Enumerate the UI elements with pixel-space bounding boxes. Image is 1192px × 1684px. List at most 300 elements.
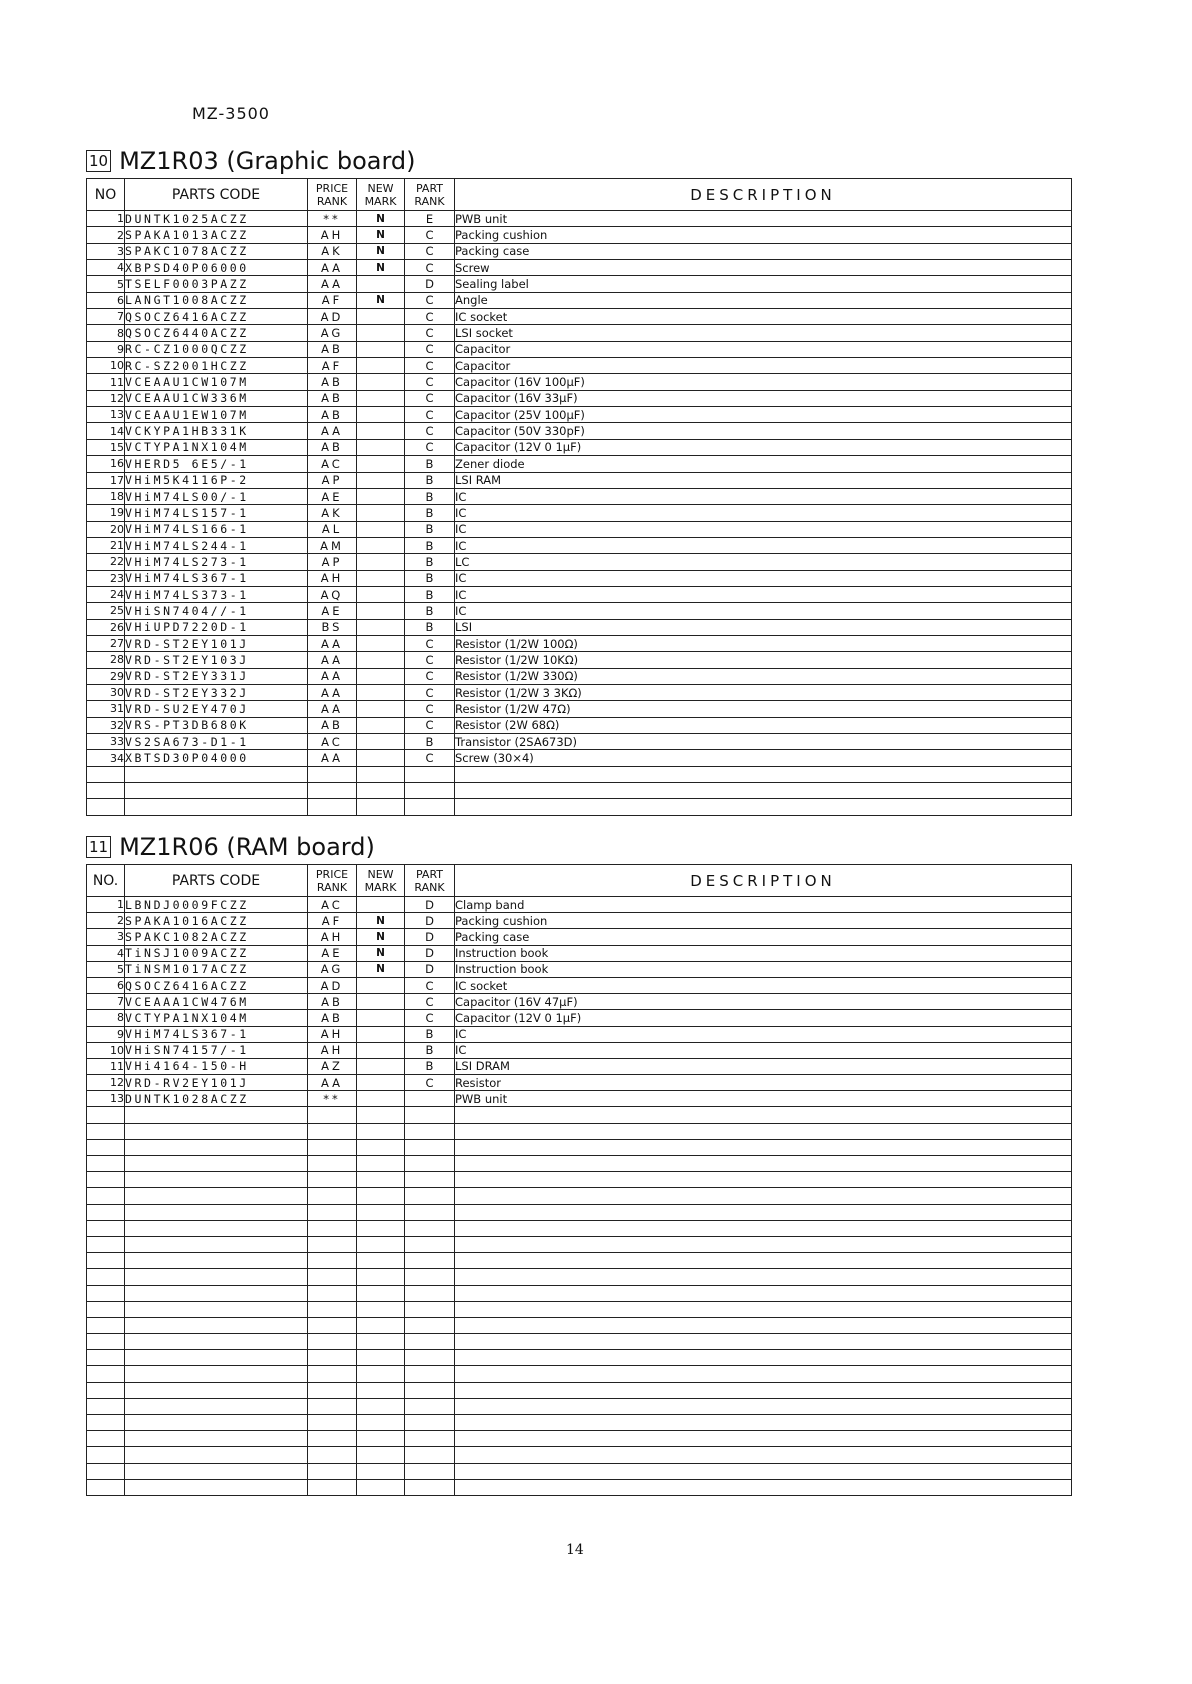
empty-cell	[125, 1269, 308, 1285]
description-cell: IC	[455, 586, 1072, 602]
empty-cell	[357, 1350, 405, 1366]
empty-cell	[405, 1463, 455, 1479]
empty-cell	[405, 1317, 455, 1333]
parts-code-cell: RC-CZ1000QCZZ	[125, 341, 308, 357]
parts-code-cell: VHERD5 6E5/-1	[125, 456, 308, 472]
part-rank-cell: B	[405, 505, 455, 521]
empty-table-row	[87, 1204, 1072, 1220]
new-mark-cell	[357, 472, 405, 488]
parts-code-cell: VHiM74LS273-1	[125, 554, 308, 570]
empty-cell	[125, 1236, 308, 1252]
empty-cell	[357, 1366, 405, 1382]
part-rank-cell: C	[405, 977, 455, 993]
price-rank-cell: AA	[308, 684, 357, 700]
parts-code-cell: VHiM74LS373-1	[125, 586, 308, 602]
part-number-cell: 2	[87, 913, 125, 929]
new-mark-cell	[357, 1010, 405, 1026]
empty-cell	[405, 766, 455, 782]
part-rank-cell: C	[405, 292, 455, 308]
parts-code-cell: LANGT1008ACZZ	[125, 292, 308, 308]
new-mark-cell: N	[357, 961, 405, 977]
empty-cell	[455, 799, 1072, 815]
empty-cell	[87, 1398, 125, 1414]
part-number-cell: 18	[87, 488, 125, 504]
description-cell: IC	[455, 505, 1072, 521]
empty-cell	[87, 1301, 125, 1317]
price-rank-cell: AH	[308, 1042, 357, 1058]
parts-code-cell: VRD-ST2EY332J	[125, 684, 308, 700]
table-row	[87, 243, 1072, 259]
empty-cell	[455, 1188, 1072, 1204]
empty-cell	[87, 1382, 125, 1398]
empty-cell	[455, 1382, 1072, 1398]
new-mark-cell	[357, 977, 405, 993]
empty-cell	[357, 1415, 405, 1431]
empty-cell	[125, 1220, 308, 1236]
parts-code-cell: XBPSD40P06000	[125, 260, 308, 276]
new-mark-cell	[357, 505, 405, 521]
part-rank-cell: C	[405, 1075, 455, 1091]
empty-cell	[357, 1431, 405, 1447]
empty-cell	[87, 1366, 125, 1382]
empty-table-row	[87, 1123, 1072, 1139]
part-number-cell: 23	[87, 570, 125, 586]
part-number-cell: 9	[87, 341, 125, 357]
empty-cell	[87, 1463, 125, 1479]
empty-cell	[87, 1253, 125, 1269]
empty-cell	[125, 1463, 308, 1479]
price-rank-cell: AA	[308, 652, 357, 668]
table-row	[87, 994, 1072, 1010]
description-cell: IC	[455, 537, 1072, 553]
part-number-cell: 9	[87, 1026, 125, 1042]
empty-cell	[87, 1123, 125, 1139]
empty-table-row	[87, 1220, 1072, 1236]
empty-cell	[125, 1317, 308, 1333]
empty-cell	[357, 1285, 405, 1301]
empty-cell	[455, 1366, 1072, 1382]
table-row	[87, 472, 1072, 488]
description-cell: Resistor (1/2W 330Ω)	[455, 668, 1072, 684]
empty-cell	[455, 1236, 1072, 1252]
parts-code-cell: VHiM74LS157-1	[125, 505, 308, 521]
empty-cell	[308, 766, 357, 782]
empty-cell	[405, 1220, 455, 1236]
empty-cell	[125, 1479, 308, 1495]
empty-cell	[405, 1334, 455, 1350]
empty-cell	[357, 1156, 405, 1172]
part-number-cell: 1	[87, 211, 125, 227]
empty-cell	[455, 1285, 1072, 1301]
empty-cell	[455, 1447, 1072, 1463]
empty-cell	[308, 1447, 357, 1463]
part-number-cell: 5	[87, 276, 125, 292]
part-number-cell: 30	[87, 684, 125, 700]
part-rank-cell: B	[405, 603, 455, 619]
empty-cell	[87, 1447, 125, 1463]
empty-table-row	[87, 1285, 1072, 1301]
empty-cell	[308, 1398, 357, 1414]
parts-code-cell: DUNTK1025ACZZ	[125, 211, 308, 227]
part-rank-cell: C	[405, 341, 455, 357]
empty-table-row	[87, 1431, 1072, 1447]
empty-cell	[87, 799, 125, 815]
empty-cell	[87, 1479, 125, 1495]
price-rank-cell: AA	[308, 260, 357, 276]
price-rank-cell: AA	[308, 750, 357, 766]
price-rank-cell: BS	[308, 619, 357, 635]
part-rank-cell: D	[405, 276, 455, 292]
header-parts-code: PARTS CODE	[125, 865, 308, 897]
empty-cell	[87, 1156, 125, 1172]
empty-table-row	[87, 1301, 1072, 1317]
price-rank-cell: AB	[308, 994, 357, 1010]
part-rank-cell: C	[405, 325, 455, 341]
table-row	[87, 488, 1072, 504]
table-row	[87, 276, 1072, 292]
empty-cell	[357, 1301, 405, 1317]
part-number-cell: 13	[87, 1091, 125, 1107]
empty-cell	[357, 1188, 405, 1204]
empty-cell	[357, 783, 405, 799]
price-rank-cell: AB	[308, 407, 357, 423]
empty-cell	[87, 1431, 125, 1447]
empty-cell	[87, 1236, 125, 1252]
price-rank-cell: AC	[308, 456, 357, 472]
empty-cell	[357, 799, 405, 815]
part-rank-cell: B	[405, 619, 455, 635]
part-rank-cell: B	[405, 1058, 455, 1074]
empty-cell	[125, 1431, 308, 1447]
parts-table-graphic-board	[86, 178, 1072, 816]
description-cell: Sealing label	[455, 276, 1072, 292]
part-rank-cell: C	[405, 668, 455, 684]
description-cell: Packing cushion	[455, 227, 1072, 243]
empty-cell	[125, 1253, 308, 1269]
part-rank-cell: B	[405, 521, 455, 537]
part-number-cell: 34	[87, 750, 125, 766]
parts-code-cell: TSELF0003PAZZ	[125, 276, 308, 292]
table-row	[87, 505, 1072, 521]
new-mark-cell	[357, 1075, 405, 1091]
empty-cell	[455, 1415, 1072, 1431]
description-cell: LSI	[455, 619, 1072, 635]
header-new-mark: NEW MARK	[357, 865, 405, 897]
parts-code-cell: DUNTK1028ACZZ	[125, 1091, 308, 1107]
empty-cell	[455, 1431, 1072, 1447]
parts-code-cell: VRD-ST2EY331J	[125, 668, 308, 684]
new-mark-cell	[357, 358, 405, 374]
description-cell: Zener diode	[455, 456, 1072, 472]
empty-cell	[405, 1301, 455, 1317]
table-row	[87, 734, 1072, 750]
table-row	[87, 341, 1072, 357]
parts-code-cell: VHiM74LS367-1	[125, 570, 308, 586]
empty-cell	[405, 1382, 455, 1398]
part-rank-cell: C	[405, 1010, 455, 1026]
empty-cell	[455, 1139, 1072, 1155]
part-rank-cell: D	[405, 945, 455, 961]
price-rank-cell: AG	[308, 961, 357, 977]
description-cell: Resistor	[455, 1075, 1072, 1091]
empty-cell	[308, 1382, 357, 1398]
new-mark-cell	[357, 341, 405, 357]
price-rank-cell: **	[308, 1091, 357, 1107]
empty-cell	[455, 783, 1072, 799]
new-mark-cell	[357, 325, 405, 341]
empty-cell	[455, 1334, 1072, 1350]
empty-table-row	[87, 1350, 1072, 1366]
price-rank-cell: AE	[308, 945, 357, 961]
parts-code-cell: VCTYPA1NX104M	[125, 1010, 308, 1026]
new-mark-cell: N	[357, 929, 405, 945]
parts-code-cell: VCEAAU1CW336M	[125, 390, 308, 406]
new-mark-cell	[357, 750, 405, 766]
new-mark-cell	[357, 439, 405, 455]
description-cell: Resistor (1/2W 10KΩ)	[455, 652, 1072, 668]
table-row	[87, 1058, 1072, 1074]
section-number: 10	[86, 150, 111, 172]
table-row	[87, 358, 1072, 374]
empty-cell	[455, 1301, 1072, 1317]
part-rank-cell: B	[405, 488, 455, 504]
price-rank-cell: AA	[308, 1075, 357, 1091]
price-rank-cell: AG	[308, 325, 357, 341]
new-mark-cell	[357, 374, 405, 390]
empty-cell	[308, 1431, 357, 1447]
part-number-cell: 14	[87, 423, 125, 439]
empty-cell	[308, 1317, 357, 1333]
empty-cell	[87, 1204, 125, 1220]
empty-cell	[125, 799, 308, 815]
price-rank-cell: AE	[308, 488, 357, 504]
empty-table-row	[87, 1447, 1072, 1463]
empty-cell	[308, 1220, 357, 1236]
new-mark-cell	[357, 537, 405, 553]
empty-cell	[87, 1285, 125, 1301]
description-cell: Resistor (2W 68Ω)	[455, 717, 1072, 733]
part-rank-cell: C	[405, 684, 455, 700]
parts-code-cell: XBTSD30P04000	[125, 750, 308, 766]
new-mark-cell	[357, 1091, 405, 1107]
parts-code-cell: QSOCZ6440ACZZ	[125, 325, 308, 341]
part-rank-cell: C	[405, 423, 455, 439]
part-rank-cell: C	[405, 635, 455, 651]
empty-cell	[308, 799, 357, 815]
empty-cell	[405, 1366, 455, 1382]
price-rank-cell: AH	[308, 570, 357, 586]
description-cell: Capacitor (12V 0 1μF)	[455, 439, 1072, 455]
part-rank-cell: D	[405, 929, 455, 945]
empty-cell	[455, 1107, 1072, 1123]
part-number-cell: 19	[87, 505, 125, 521]
empty-cell	[308, 1350, 357, 1366]
table-row	[87, 635, 1072, 651]
description-cell: Capacitor (12V 0 1μF)	[455, 1010, 1072, 1026]
price-rank-cell: AC	[308, 897, 357, 913]
price-rank-cell: AC	[308, 734, 357, 750]
section-number: 11	[86, 836, 111, 858]
empty-cell	[308, 1415, 357, 1431]
empty-cell	[357, 1253, 405, 1269]
header-no: NO.	[87, 865, 125, 897]
part-rank-cell: D	[405, 913, 455, 929]
empty-cell	[125, 1447, 308, 1463]
part-number-cell: 29	[87, 668, 125, 684]
price-rank-cell: AB	[308, 1010, 357, 1026]
table-row	[87, 260, 1072, 276]
part-rank-cell: C	[405, 243, 455, 259]
header-parts-code: PARTS CODE	[125, 179, 308, 211]
parts-code-cell: SPAKA1013ACZZ	[125, 227, 308, 243]
parts-code-cell: SPAKA1016ACZZ	[125, 913, 308, 929]
part-number-cell: 1	[87, 897, 125, 913]
empty-cell	[405, 1350, 455, 1366]
empty-cell	[455, 1350, 1072, 1366]
empty-cell	[87, 1317, 125, 1333]
empty-table-row	[87, 1317, 1072, 1333]
empty-cell	[405, 1139, 455, 1155]
empty-cell	[125, 1123, 308, 1139]
part-rank-cell: C	[405, 439, 455, 455]
table-row	[87, 374, 1072, 390]
parts-code-cell: VCKYPA1HB331K	[125, 423, 308, 439]
part-number-cell: 2	[87, 227, 125, 243]
empty-table-row	[87, 1415, 1072, 1431]
price-rank-cell: AD	[308, 977, 357, 993]
empty-cell	[87, 783, 125, 799]
empty-cell	[125, 1285, 308, 1301]
table-row	[87, 309, 1072, 325]
part-number-cell: 11	[87, 374, 125, 390]
header-no: NO	[87, 179, 125, 211]
part-number-cell: 7	[87, 994, 125, 1010]
part-number-cell: 15	[87, 439, 125, 455]
new-mark-cell	[357, 635, 405, 651]
price-rank-cell: **	[308, 211, 357, 227]
empty-cell	[357, 1334, 405, 1350]
table-row	[87, 423, 1072, 439]
part-rank-cell: C	[405, 390, 455, 406]
empty-table-row	[87, 1253, 1072, 1269]
empty-cell	[308, 1139, 357, 1155]
description-cell: Packing case	[455, 243, 1072, 259]
table-row	[87, 586, 1072, 602]
empty-cell	[405, 783, 455, 799]
new-mark-cell	[357, 488, 405, 504]
price-rank-cell: AB	[308, 439, 357, 455]
parts-code-cell: VHiM74LS244-1	[125, 537, 308, 553]
empty-cell	[405, 1398, 455, 1414]
table-row	[87, 684, 1072, 700]
empty-cell	[357, 1398, 405, 1414]
new-mark-cell: N	[357, 243, 405, 259]
part-number-cell: 8	[87, 1010, 125, 1026]
header-description: DESCRIPTION	[455, 179, 1072, 211]
table-row	[87, 439, 1072, 455]
price-rank-cell: AB	[308, 341, 357, 357]
price-rank-cell: AF	[308, 913, 357, 929]
table-row	[87, 750, 1072, 766]
empty-cell	[125, 1172, 308, 1188]
table-row	[87, 325, 1072, 341]
empty-cell	[308, 1479, 357, 1495]
new-mark-cell	[357, 423, 405, 439]
description-cell: IC socket	[455, 977, 1072, 993]
price-rank-cell: AH	[308, 227, 357, 243]
new-mark-cell: N	[357, 913, 405, 929]
parts-code-cell: VCTYPA1NX104M	[125, 439, 308, 455]
description-cell: Resistor (1/2W 47Ω)	[455, 701, 1072, 717]
part-rank-cell: C	[405, 309, 455, 325]
part-number-cell: 33	[87, 734, 125, 750]
empty-cell	[308, 1188, 357, 1204]
table-row	[87, 554, 1072, 570]
description-cell: Packing cushion	[455, 913, 1072, 929]
description-cell: IC	[455, 1026, 1072, 1042]
part-number-cell: 3	[87, 243, 125, 259]
part-number-cell: 28	[87, 652, 125, 668]
part-number-cell: 25	[87, 603, 125, 619]
empty-cell	[87, 1350, 125, 1366]
description-cell: Capacitor (25V 100μF)	[455, 407, 1072, 423]
description-cell: IC	[455, 1042, 1072, 1058]
empty-cell	[405, 1479, 455, 1495]
parts-code-cell: LBNDJ0009FCZZ	[125, 897, 308, 913]
table-row	[87, 652, 1072, 668]
empty-cell	[405, 1447, 455, 1463]
empty-cell	[308, 1285, 357, 1301]
empty-table-row	[87, 1398, 1072, 1414]
description-cell: LSI socket	[455, 325, 1072, 341]
description-cell: Packing case	[455, 929, 1072, 945]
new-mark-cell	[357, 684, 405, 700]
part-rank-cell: C	[405, 260, 455, 276]
price-rank-cell: AA	[308, 668, 357, 684]
empty-cell	[125, 1139, 308, 1155]
empty-table-row	[87, 1172, 1072, 1188]
parts-code-cell: VRD-SU2EY470J	[125, 701, 308, 717]
header-price-rank: PRICE RANK	[308, 865, 357, 897]
empty-cell	[405, 1188, 455, 1204]
table-row	[87, 1042, 1072, 1058]
parts-code-cell: VRD-ST2EY101J	[125, 635, 308, 651]
empty-cell	[125, 1301, 308, 1317]
parts-code-cell: QSOCZ6416ACZZ	[125, 977, 308, 993]
price-rank-cell: AQ	[308, 586, 357, 602]
empty-cell	[87, 1269, 125, 1285]
empty-cell	[357, 1139, 405, 1155]
parts-table-ram-board	[86, 864, 1072, 1496]
parts-code-cell: VCEAAA1CW476M	[125, 994, 308, 1010]
price-rank-cell: AD	[308, 309, 357, 325]
empty-cell	[87, 766, 125, 782]
new-mark-cell	[357, 456, 405, 472]
part-number-cell: 5	[87, 961, 125, 977]
new-mark-cell	[357, 603, 405, 619]
empty-cell	[455, 1172, 1072, 1188]
parts-code-cell: VCEAAU1EW107M	[125, 407, 308, 423]
header-part-rank: PART RANK	[405, 179, 455, 211]
header-description: DESCRIPTION	[455, 865, 1072, 897]
part-rank-cell: C	[405, 994, 455, 1010]
description-cell: PWB unit	[455, 211, 1072, 227]
empty-cell	[405, 799, 455, 815]
description-cell: Screw	[455, 260, 1072, 276]
description-cell: LSI RAM	[455, 472, 1072, 488]
table-row	[87, 603, 1072, 619]
new-mark-cell	[357, 1026, 405, 1042]
